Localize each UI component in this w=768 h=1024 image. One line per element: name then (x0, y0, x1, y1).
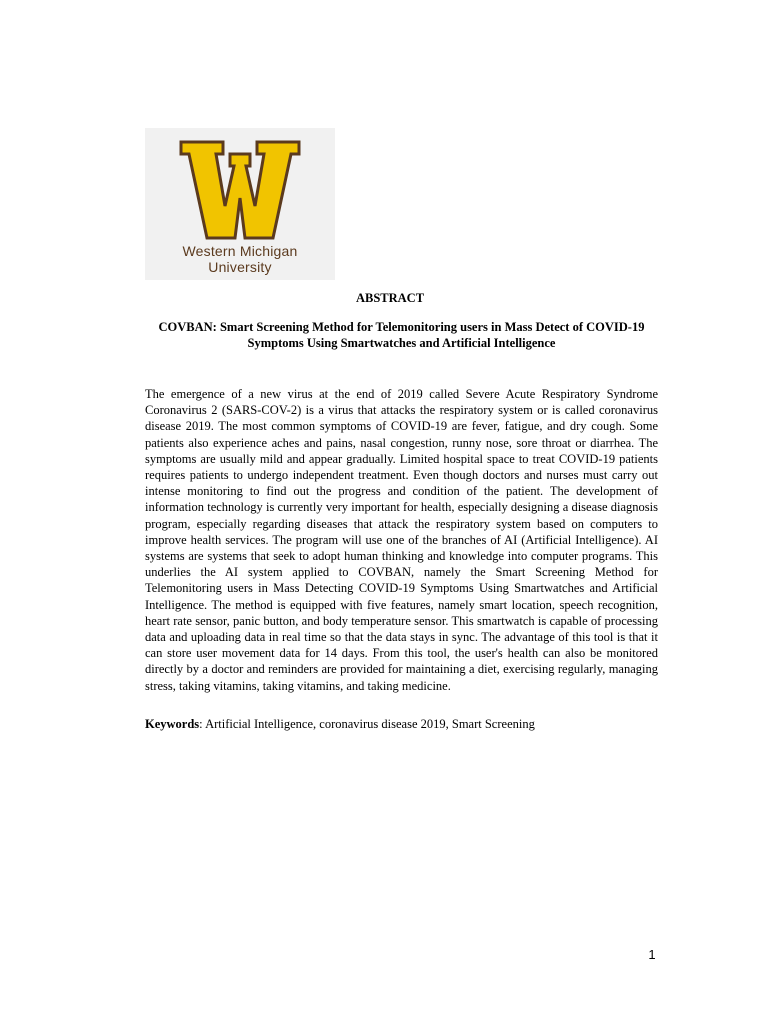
logo-text-line2: University (208, 259, 272, 275)
keywords-text: : Artificial Intelligence, coronavirus disease 2019, Smart Screening (199, 717, 535, 731)
university-logo (145, 128, 335, 280)
abstract-body: The emergence of a new virus at the end of 2019 called Severe Acute Respiratory Syndrome Coronavirus 2 (SARS-COV-2) is a virus that attacks the respiratory system or is called coronavirus disease 2019. The most common symptoms of COVID-19 are fever, fatigue, and dry cough. Some patients also experience aches and pains, nasal congestion, runny nose, sore throat or diarrhea. The symptoms are usually mild and appear gradually. Limited hospital space to treat COVID-19 patients requires patients to undergo independent treatment. Even though doctors and nurses must carry out intense monitoring to find out the progress and condition of the patient. The development of information technology is currently very important for health, especially designing a disease diagnosis program, especially regarding diseases that attack the respiratory system based on computers to improve health services. The program will use one of the branches of AI (Artificial Intelligence). AI systems are systems that seek to adopt human thinking and knowledge into computer programs. This underlies the AI system applied to COVBAN, namely the Smart Screening Method for Telemonitoring users in Mass Detecting COVID-19 Symptoms Using Smartwatches and Artificial Intelligence. The method is equipped with five features, namely smart location, speech recognition, heart rate sensor, panic button, and body temperature sensor. This smartwatch is capable of processing data and uploading data in real time so that the data stays in sync. The advantage of this tool is that it can store user movement data for 14 days. From this tool, the user's health can also be monitored directly by a doctor and reminders are provided for maintaining a diet, exercising regularly, managing stress, taking vitamins, taking vitamins, and taking medicine. (145, 387, 658, 693)
wmu-w-logo-icon (179, 140, 301, 240)
abstract-heading: ABSTRACT (355, 291, 425, 305)
page-number: 1 (648, 947, 656, 962)
paper-title: COVBAN: Smart Screening Method for Telemonitoring users in Mass Detect of COVID-19 Symptoms Using Smartwatches and Artificial Intelligence (158, 320, 645, 350)
keywords-label: Keywords (145, 717, 200, 731)
keywords-line (145, 716, 658, 732)
logo-text-line1: Western Michigan (182, 243, 298, 259)
